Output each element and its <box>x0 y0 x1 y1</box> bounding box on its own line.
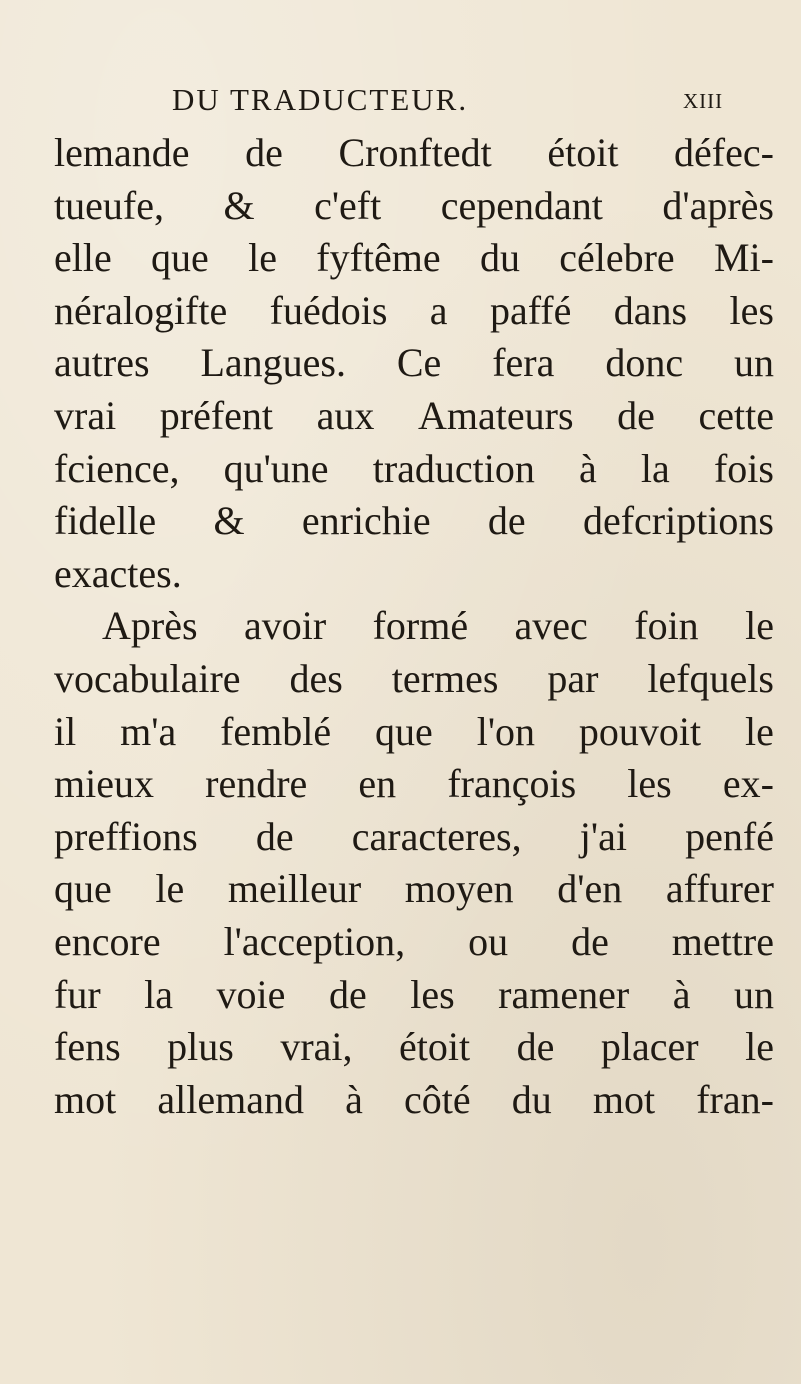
text-line: fcience, qu'une traduction à la fois <box>54 445 774 491</box>
text-line: encore l'acception, ou de mettre <box>54 918 774 964</box>
text-line: vrai préfent aux Amateurs de cette <box>54 392 774 438</box>
text-line: vocabulaire des termes par lefquels <box>54 655 774 701</box>
text-line: il m'a femblé que l'on pouvoit le <box>54 708 774 754</box>
text-line: fens plus vrai, étoit de placer le <box>54 1024 774 1070</box>
text-line: néralogifte fuédois a paffé dans les <box>54 287 774 333</box>
text-line: mieux rendre en françois les ex- <box>54 761 774 807</box>
text-line: mot allemand à côté du mot fran- <box>54 1076 774 1122</box>
text-line: tueufe, & c'eft cependant d'après <box>54 182 774 228</box>
text-line: preffions de caracteres, j'ai penfé <box>54 813 774 859</box>
running-head-title: DU TRADUCTEUR. <box>172 82 469 117</box>
text-line: que le meilleur moyen d'en affurer <box>54 866 774 912</box>
text-line: lemande de Cronftedt étoit défec- <box>54 130 774 175</box>
body-text <box>54 127 774 1126</box>
text-line: elle que le fyftême du célebre Mi- <box>54 235 774 281</box>
page-number: xiii <box>683 82 724 115</box>
text-line: autres Langues. Ce fera donc un <box>54 340 774 386</box>
text-line: Après avoir formé avec foin le <box>102 603 774 649</box>
running-head <box>0 80 801 120</box>
text-line: exactes. <box>54 550 182 596</box>
text-line: fidelle & enrichie de defcriptions <box>54 498 774 544</box>
text-line: fur la voie de les ramener à un <box>54 971 774 1017</box>
